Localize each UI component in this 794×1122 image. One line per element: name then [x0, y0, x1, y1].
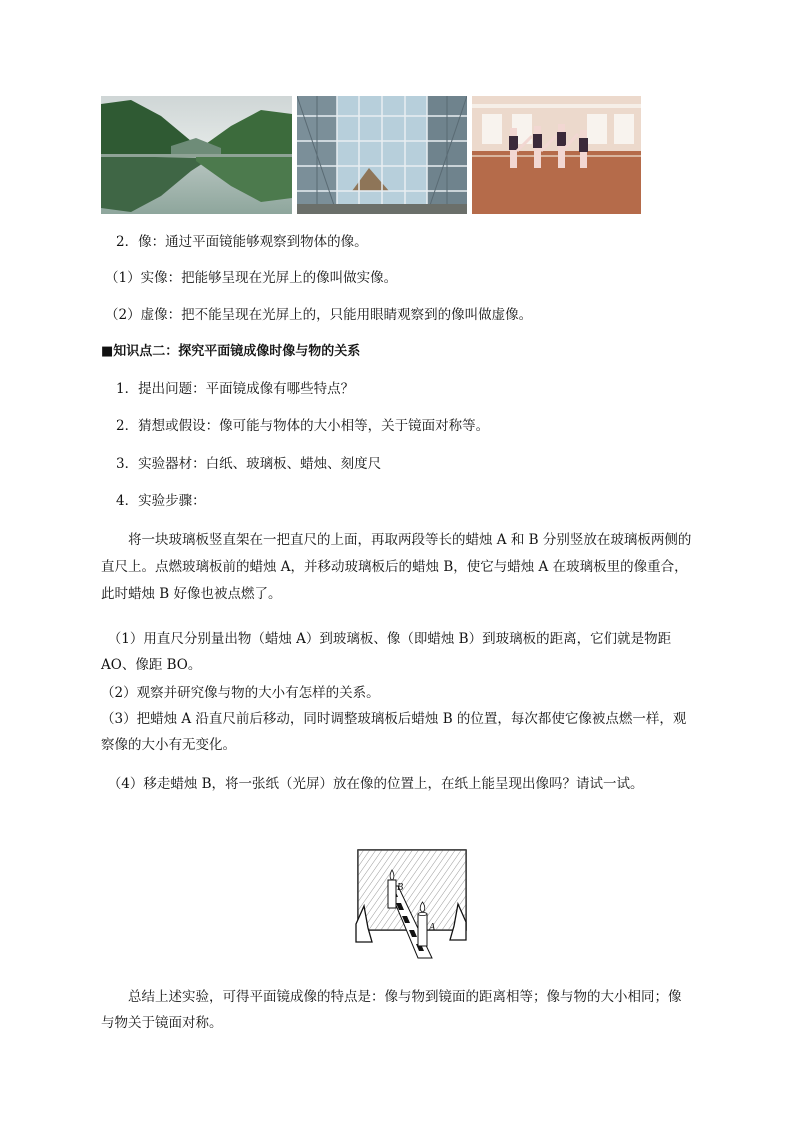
step-1: 1．提出问题：平面镜成像有哪些特点？ — [116, 381, 355, 397]
real-image-definition: （1）实像：把能够呈现在光屏上的像叫做实像。 — [105, 270, 398, 286]
substep-4: （4）移走蜡烛 B，将一张纸（光屏）放在像的位置上，在纸上能呈现出像吗？请试一试。 — [107, 776, 644, 792]
substep-3: （3）把蜡烛 A 沿直尺前后移动，同时调整玻璃板后蜡烛 B 的位置，每次都使它像被点燃一样，观察像的大小有无变化。 — [101, 711, 687, 753]
step-3: 3．实验器材：白纸、玻璃板、蜡烛、刻度尺 — [116, 456, 382, 472]
dance-studio-photo — [472, 96, 641, 214]
candle-a-label: A — [429, 922, 436, 933]
image-definition: 2．像：通过平面镜能够观察到物体的像。 — [116, 234, 368, 250]
substep-1: （1）用直尺分别量出物（蜡烛 A）到玻璃板、像（即蜡烛 B）到玻璃板的距离，它们就是物距 AO、像距 BO。 — [101, 631, 672, 673]
candle-b-label: B — [397, 882, 404, 893]
procedure-paragraph: 将一块玻璃板竖直架在一把直尺的上面，再取两段等长的蜡烛 A 和 B 分别竖放在玻璃板两侧的直尺上。点燃玻璃板前的蜡烛 A，并移动玻璃板后的蜡烛 B，使它与蜡烛 A 在玻璃板里的像重合，此时蜡烛 B 好像也被点燃了。 — [101, 532, 692, 602]
lake-reflection-photo — [101, 96, 292, 214]
mirror-experiment-figure — [354, 846, 470, 960]
glass-building-photo — [297, 96, 467, 214]
summary-paragraph: 总结上述实验，可得平面镜成像的特点是：像与物到镜面的距离相等；像与物的大小相同；像与物关于镜面对称。 — [101, 989, 682, 1031]
step-2: 2．猜想或假设：像可能与物体的大小相等，关于镜面对称等。 — [116, 418, 490, 434]
section-heading: ■知识点二：探究平面镜成像时像与物的关系 — [101, 344, 361, 359]
virtual-image-definition: （2）虚像：把不能呈现在光屏上的，只能用眼睛观察到的像叫做虚像。 — [105, 307, 533, 323]
step-4: 4．实验步骤： — [116, 493, 206, 509]
substep-2: （2）观察并研究像与物的大小有怎样的关系。 — [101, 685, 380, 701]
